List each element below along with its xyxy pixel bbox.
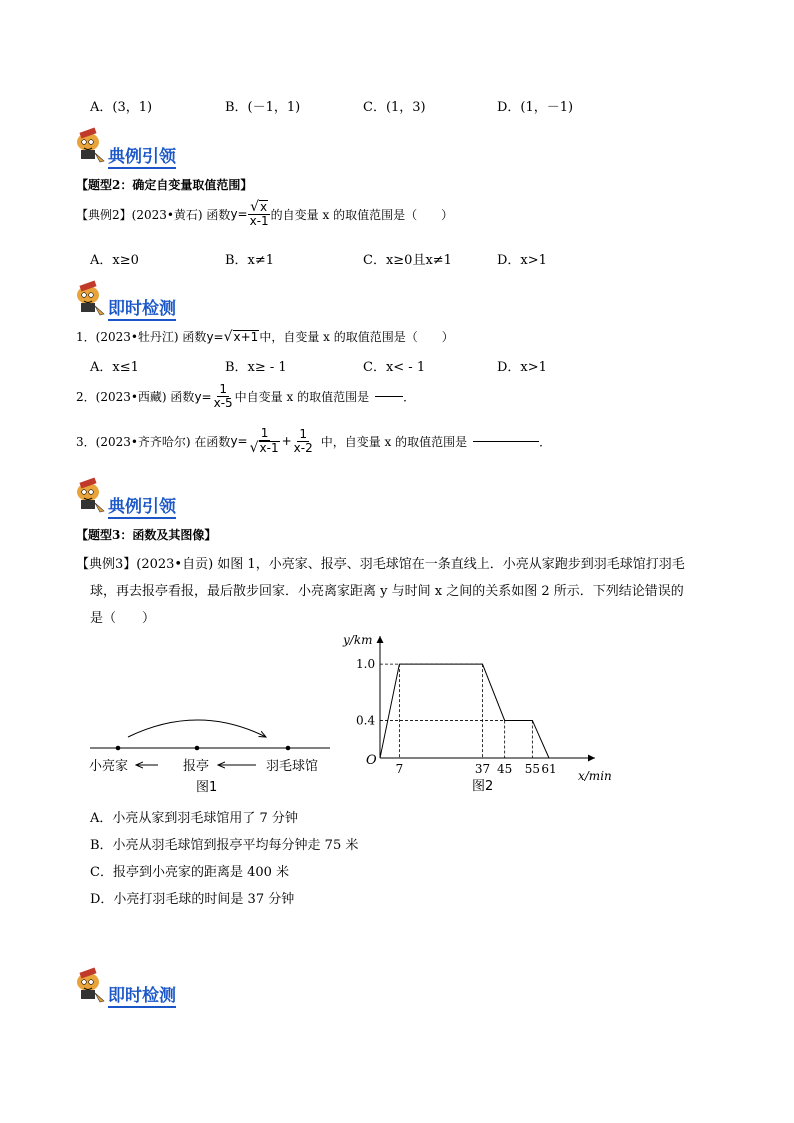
figure-1-caption: 图1 (196, 780, 218, 795)
example2-option-b: B．x≠1 (225, 253, 275, 268)
practice-q1-radicand: x+1 (233, 329, 259, 344)
practice-q1-suffix: 中，自变量 x 的取值范围是（ ） (259, 330, 454, 344)
practice-q1-prefix: 1．(2023•牡丹江) 函数 (76, 330, 207, 344)
example3-option-b: B．小亮从羽毛球馆到报亭平均每分钟走 75 米 (90, 838, 359, 853)
practice-q3-fraction-1: 1 √ x-1 (249, 426, 279, 456)
example2-radicand: x (260, 200, 268, 214)
chart-series-line (380, 664, 549, 758)
prev-option-b: B．(－1，1) (225, 100, 301, 115)
practice-q3-plus: + (281, 434, 292, 448)
type3-heading: 【题型3：函数及其图像】 (76, 528, 217, 542)
chart-y-tick-label: 1.0 (356, 657, 376, 672)
type2-heading: 【题型2：确定自变量取值范围】 (76, 178, 253, 192)
practice-q3-func: y= (230, 434, 248, 448)
chart-y-tick-label: 0.4 (356, 713, 376, 728)
section-title-example: 典例引领 (108, 147, 176, 167)
example2-question (76, 200, 453, 228)
example2-option-d: D．x>1 (497, 253, 547, 268)
figure-2-chart (330, 628, 630, 800)
practice-q3 (76, 427, 551, 455)
example2-denominator: x-1 (249, 214, 269, 228)
figure-1-label-court: 羽毛球馆 (266, 759, 319, 774)
section-title-practice: 即时检测 (108, 299, 176, 319)
example2-option-a: A．x≥0 (90, 253, 139, 268)
practice-q1-func: y= (206, 329, 224, 344)
practice-q1 (76, 328, 454, 345)
example3-line-3: 是（ ） (90, 611, 156, 626)
example3-line-2: 球，再去报亭看报，最后散步回家．小亮离家距离 y 与时间 x 之间的关系如图 2 所示．下列结论错误的 (90, 584, 684, 599)
chart-x-tick-label: 55 (524, 762, 541, 776)
example2-prefix: 【典例2】(2023•黄石) 函数 (76, 207, 231, 222)
practice-q3-suffix: 中，自变量 x 的取值范围是 (320, 434, 468, 449)
practice-q2-prefix: 2．(2023•西藏) 函数 (76, 390, 195, 404)
pencil-mascot-icon (70, 965, 110, 1005)
chart-x-axis-label: x/min (578, 769, 612, 783)
pencil-mascot-icon (70, 125, 110, 165)
figure-1-label-newsstand: 报亭 (183, 759, 210, 774)
prev-option-a: A．(3，1) (90, 100, 153, 115)
practice-q3-denominator-2: x-2 (293, 440, 313, 455)
practice-q1-option-c: C．x< - 1 (363, 360, 426, 375)
example2-fraction: √ x x-1 (249, 199, 269, 228)
practice-q1-option-a: A．x≤1 (90, 360, 139, 375)
pencil-mascot-icon (70, 475, 110, 515)
chart-y-axis-label: y/km (343, 633, 373, 647)
practice-q2-blank[interactable] (375, 396, 403, 397)
figure-1-point-home (116, 746, 121, 751)
practice-q3-prefix: 3．(2023•齐齐哈尔) 在函数 (76, 434, 231, 449)
pencil-mascot-icon (70, 278, 110, 318)
practice-q2-numerator: 1 (219, 382, 227, 396)
example3-option-d: D．小亮打羽毛球的时间是 37 分钟 (90, 892, 295, 907)
practice-q1-sqrt: √ x+1 (223, 328, 259, 345)
practice-q3-fraction-2 (292, 428, 315, 455)
figure-1-diagram (80, 715, 340, 800)
chart-x-tick-label: 37 (474, 762, 491, 776)
figure-1-point-newsstand (195, 746, 200, 751)
practice-q2-func: y= (194, 389, 212, 404)
chart-x-tick-label: 61 (541, 762, 557, 776)
prev-option-d: D．(1，－1) (497, 100, 574, 115)
practice-q2-denominator: x-5 (213, 396, 233, 410)
example3-option-c: C．报亭到小亮家的距离是 400 米 (90, 865, 290, 880)
practice-q2 (76, 383, 415, 410)
practice-q1-option-b: B．x≥ - 1 (225, 360, 287, 375)
practice-q1-option-d: D．x>1 (497, 360, 547, 375)
example3-line-1: 【典例3】(2023•自贡) 如图 1，小亮家、报亭、羽毛球馆在一条直线上．小亮从家跑步到羽毛球馆打羽毛 (76, 557, 685, 572)
figure-1-point-court (286, 746, 291, 751)
practice-q3-blank[interactable] (473, 441, 539, 442)
chart-origin-label: O (366, 753, 377, 768)
practice-q3-radicand: x-1 (259, 441, 279, 455)
section-title-example: 典例引领 (108, 497, 176, 517)
practice-q3-end: ． (539, 434, 552, 449)
chart-x-tick-label: 7 (395, 762, 404, 776)
figure-1-arc-arrow (128, 720, 266, 737)
chart-x-tick-label: 45 (497, 762, 513, 776)
practice-q2-suffix: 中自变量 x 的取值范围是 (234, 390, 370, 404)
example2-func-y: y= (230, 207, 248, 221)
figure-2-caption: 图2 (472, 779, 494, 794)
example2-suffix: 的自变量 x 的取值范围是（ ） (270, 207, 454, 222)
figure-1-label-home: 小亮家 (89, 759, 129, 774)
example2-option-c: C．x≥0且x≠1 (363, 253, 452, 268)
practice-q2-fraction (212, 383, 235, 410)
prev-option-c: C．(1，3) (363, 100, 426, 115)
practice-q3-numerator-1: 1 (260, 426, 269, 440)
practice-q3-numerator-2: 1 (299, 426, 308, 441)
practice-q2-end: ． (403, 390, 416, 404)
section-title-practice: 即时检测 (108, 986, 176, 1006)
example3-option-a: A．小亮从家到羽毛球馆用了 7 分钟 (90, 811, 298, 826)
